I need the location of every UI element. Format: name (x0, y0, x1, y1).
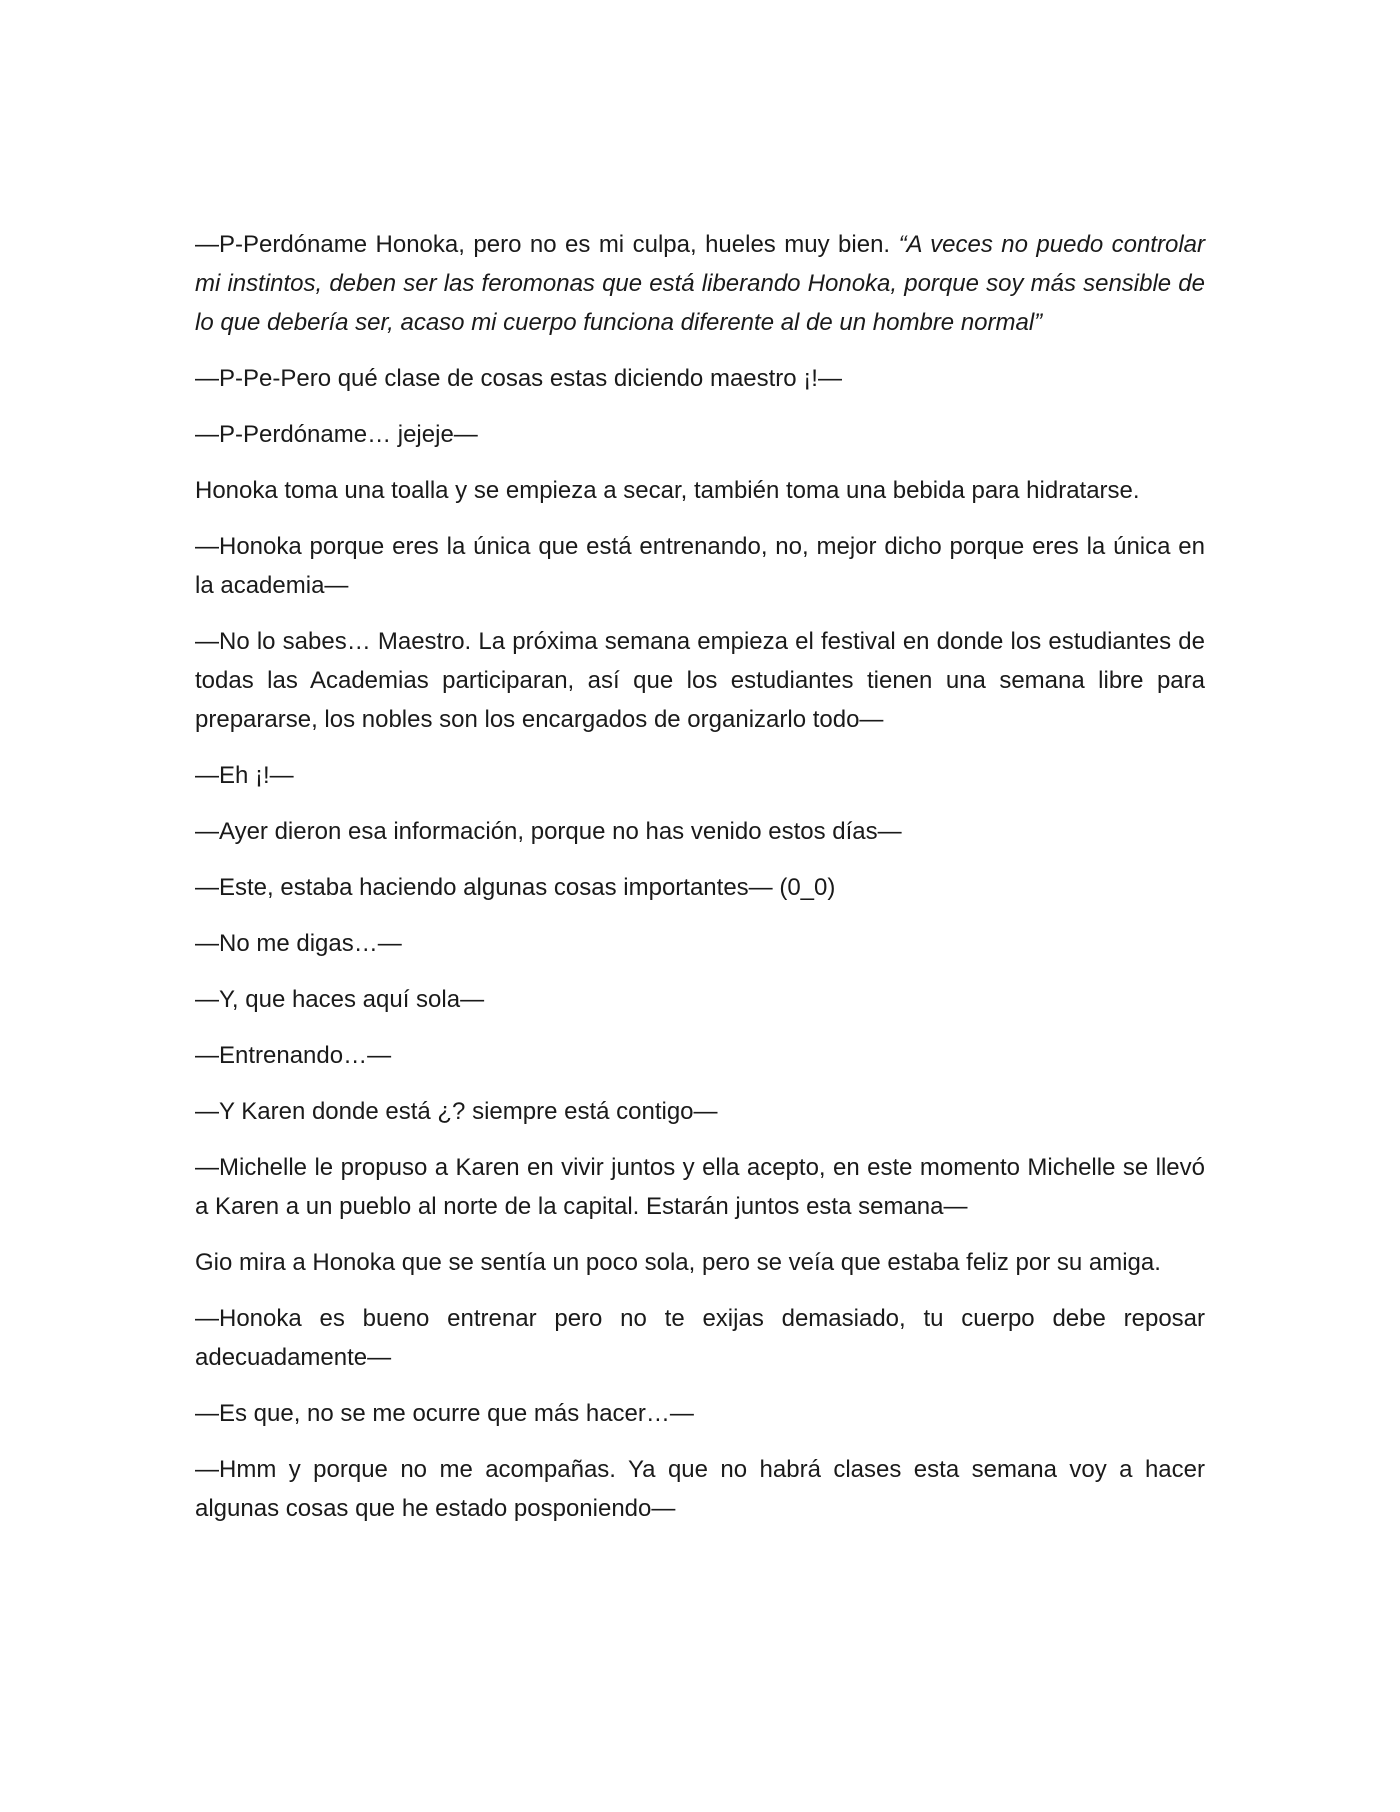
paragraph-5: —Honoka porque eres la única que está entrenando, no, mejor dicho porque eres la única en la academia— (195, 533, 1205, 599)
document-page (195, 225, 1205, 1545)
paragraph-1-thought: “A veces no puedo controlar mi instintos, deben ser las feromonas que está liberando Honoka, porque soy más sensible de lo que debería ser, acaso mi cuerpo funciona diferente al de un hombre normal” (195, 231, 1205, 336)
paragraph-11: —Y, que haces aquí sola— (195, 986, 485, 1013)
paragraph-7: —Eh ¡!— (195, 762, 294, 789)
paragraph-13: —Y Karen donde está ¿? siempre está contigo— (195, 1098, 718, 1125)
paragraph-16: —Honoka es bueno entrenar pero no te exijas demasiado, tu cuerpo debe reposar adecuadamente— (195, 1305, 1205, 1371)
paragraph-15: Gio mira a Honoka que se sentía un poco sola, pero se veía que estaba feliz por su amiga. (195, 1249, 1161, 1276)
paragraph-17: —Es que, no se me ocurre que más hacer…— (195, 1400, 694, 1427)
paragraph-18: —Hmm y porque no me acompañas. Ya que no habrá clases esta semana voy a hacer algunas cosas que he estado posponiendo— (195, 1456, 1205, 1522)
paragraph-3: —P-Perdóname… jejeje— (195, 421, 478, 448)
paragraph-1 (195, 225, 1205, 342)
paragraph-1-dialogue: —P-Perdóname Honoka, pero no es mi culpa, hueles muy bien. (195, 231, 899, 258)
paragraph-9: —Este, estaba haciendo algunas cosas importantes— (0_0) (195, 874, 836, 901)
paragraph-8: —Ayer dieron esa información, porque no has venido estos días— (195, 818, 902, 845)
paragraph-4: Honoka toma una toalla y se empieza a secar, también toma una bebida para hidratarse. (195, 477, 1140, 504)
paragraph-14: —Michelle le propuso a Karen en vivir juntos y ella acepto, en este momento Michelle se llevó a Karen a un pueblo al norte de la capital. Estarán juntos esta semana— (195, 1154, 1205, 1220)
paragraph-2: —P-Pe-Pero qué clase de cosas estas diciendo maestro ¡!— (195, 365, 842, 392)
paragraph-6: —No lo sabes… Maestro. La próxima semana empieza el festival en donde los estudiantes de todas las Academias participaran, así que los estudiantes tienen una semana libre para prepararse, los nobles son los encargados de organizarlo todo— (195, 628, 1205, 733)
paragraph-10: —No me digas…— (195, 930, 402, 957)
paragraph-12: —Entrenando…— (195, 1042, 392, 1069)
